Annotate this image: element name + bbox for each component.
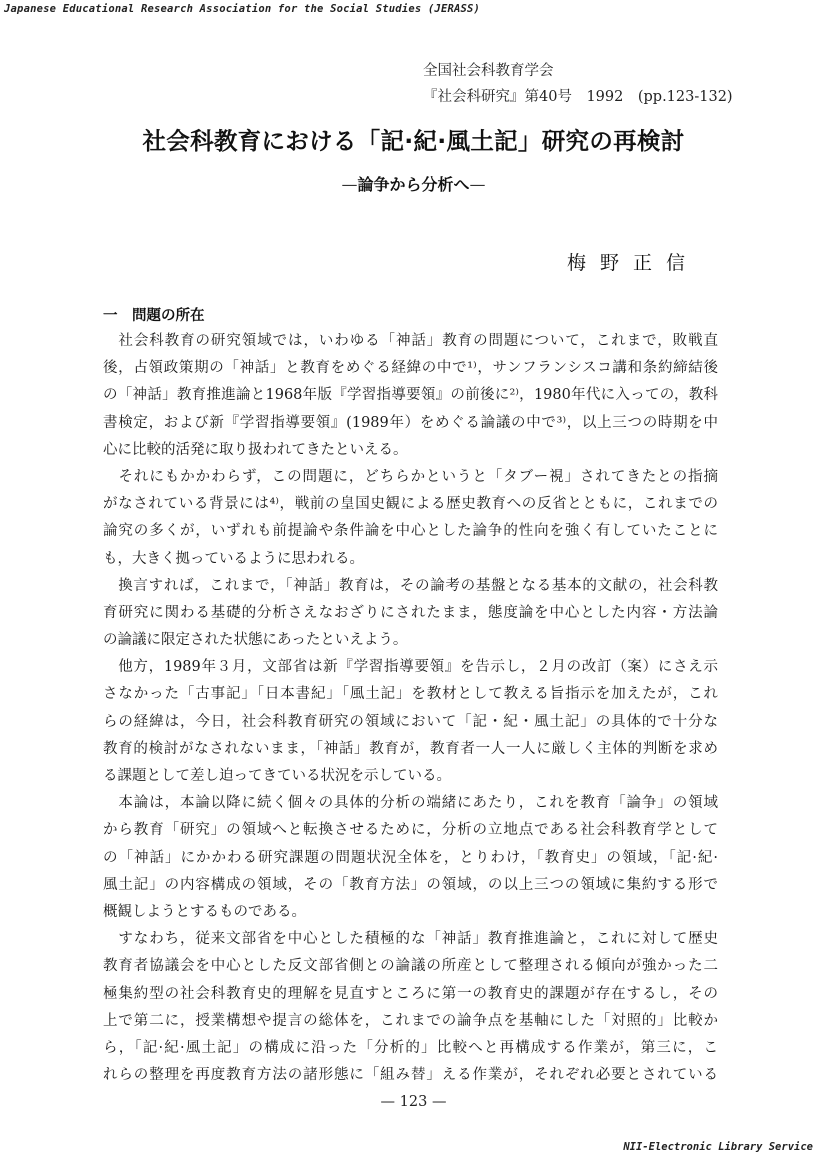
paragraph-line: 心に比較的活発に取り扱われてきたといえる。	[103, 441, 408, 458]
society-name: 全国社会科教育学会	[423, 63, 554, 79]
journal-citation: 『社会科研究』第40号 1992 (pp.123-132)	[423, 89, 733, 105]
paragraph	[103, 654, 718, 790]
paragraph-line: 教育者協議会を中心とした反文部省側との論議の所産として整理される傾向が強かった二	[103, 958, 718, 975]
paragraph-line: 教育的検討がなされないまま，「神話」教育が，教育者一人一人に厳しく主体的判断を求め	[103, 740, 718, 757]
paragraph-line: の論議に限定された状態にあったといえよう。	[103, 632, 408, 649]
journal-info	[423, 58, 733, 110]
paragraph-line: 換言すれば，これまで，「神話」教育は，その論考の基盤となる基本的文献の，社会科教	[103, 577, 718, 594]
paper-subtitle	[0, 172, 827, 195]
paragraph-line: 社会科教育の研究領域では，いわゆる「神話」教育の問題について，これまで，敗戦直	[103, 333, 718, 349]
paragraph-line: 論究の多くが，いずれも前提論や条件論を中心とした論争的性向を強く有していたことに	[103, 523, 718, 540]
paragraph-line: の「神話」にかかわる研究課題の問題状況全体を，とりわけ，「教育史」の領域，「記·紀·	[103, 849, 718, 866]
paragraph	[103, 790, 718, 926]
paragraph	[103, 926, 718, 1089]
subtitle-text: 論争から分析へ	[357, 175, 470, 194]
paragraph-line: 他方，1989年３月，文部省は新『学習指導要領』を告示し，２月の改訂（案）にさえ示	[103, 659, 718, 676]
paragraph-line: の「神話」教育推進論と1968年版『学習指導要領』の前後に²⁾，1980年代に入っての，教科	[103, 387, 718, 404]
paragraph-line: ら，「記·紀·風土記」の構成に沿った「分析的」比較へと再構成する作業が，第三に，こ	[103, 1039, 718, 1056]
paragraph-line: 本論は，本論以降に続く個々の具体的分析の端緒にあたり，これを教育「論争」の領域	[103, 795, 718, 812]
paragraph-line: 育研究に関わる基礎的分析さえなおざりにされたまま，態度論を中心とした内容・方法論	[103, 604, 718, 621]
paragraph	[103, 573, 718, 655]
paragraph-line: れらの整理を再度教育方法の諸形態に「組み替」える作業が，それぞれ必要とされている	[103, 1067, 718, 1084]
paragraph-line: らの経緯は，今日，社会科教育研究の領域において「記・紀・風土記」の具体的で十分な	[103, 713, 718, 730]
body-text	[103, 328, 718, 1089]
paragraph	[103, 328, 718, 464]
paragraph-line: 後，占領政策期の「神話」と教育をめぐる経緯の中で¹⁾，サンフランシスコ講和条約締結後	[103, 360, 718, 377]
paragraph-line: それにもかかわらず，この問題に，どちらかというと「タブー視」されてきたとの指摘	[103, 468, 718, 485]
paragraph-line: 書検定，および新『学習指導要領』(1989年）をめぐる論議の中で³⁾，以上三つの時期を中	[103, 414, 718, 431]
paragraph	[103, 464, 718, 573]
subtitle-dash-right: —	[469, 175, 486, 194]
paragraph-line: 風土記」の内容構成の領域，その「教育方法」の領域，の以上三つの領域に集約する形で	[103, 876, 718, 893]
paragraph-line: から教育「研究」の領域へと転換させるために，分析の立地点である社会科教育学として	[103, 822, 718, 839]
paragraph-line: すなわち，従来文部省を中心とした積極的な「神話」教育推進論と，これに対して歴史	[103, 931, 718, 948]
paragraph-line: 極集約型の社会科教育史的理解を見直すところに第一の教育史的課題が存在するし，その	[103, 985, 718, 1002]
paragraph-line: も，大きく拠っているように思われる。	[103, 550, 364, 567]
paragraph-line: がなされている背景には⁴⁾，戦前の皇国史観による歴史教育への反省とともに，これまでの	[103, 496, 718, 513]
paragraph-line: 上で第二に，授業構想や提言の総体を，これまでの論争点を基軸にした「対照的」比較か	[103, 1012, 718, 1029]
subtitle-dash-left: —	[341, 175, 358, 194]
paper-title: 社会科教育における「記·紀·風土記」研究の再検討	[142, 127, 685, 155]
paragraph-line: る課題として差し迫ってきている状況を示している。	[103, 768, 451, 784]
page-number: — 123 —	[380, 1094, 447, 1110]
paragraph-line: 概観しようとするものである。	[103, 903, 306, 920]
author-name: 梅野正信	[566, 252, 699, 274]
archive-footer-banner: NII-Electronic Library Service	[623, 1141, 813, 1153]
archive-header-banner: Japanese Educational Research Association for the Social Studies (JERASS)	[4, 3, 481, 15]
paragraph-line: さなかった「古事記」「日本書紀」「風土記」を教材として教える旨指示を加えたが，これ	[103, 686, 718, 703]
section-heading: 一 問題の所在	[103, 308, 205, 324]
